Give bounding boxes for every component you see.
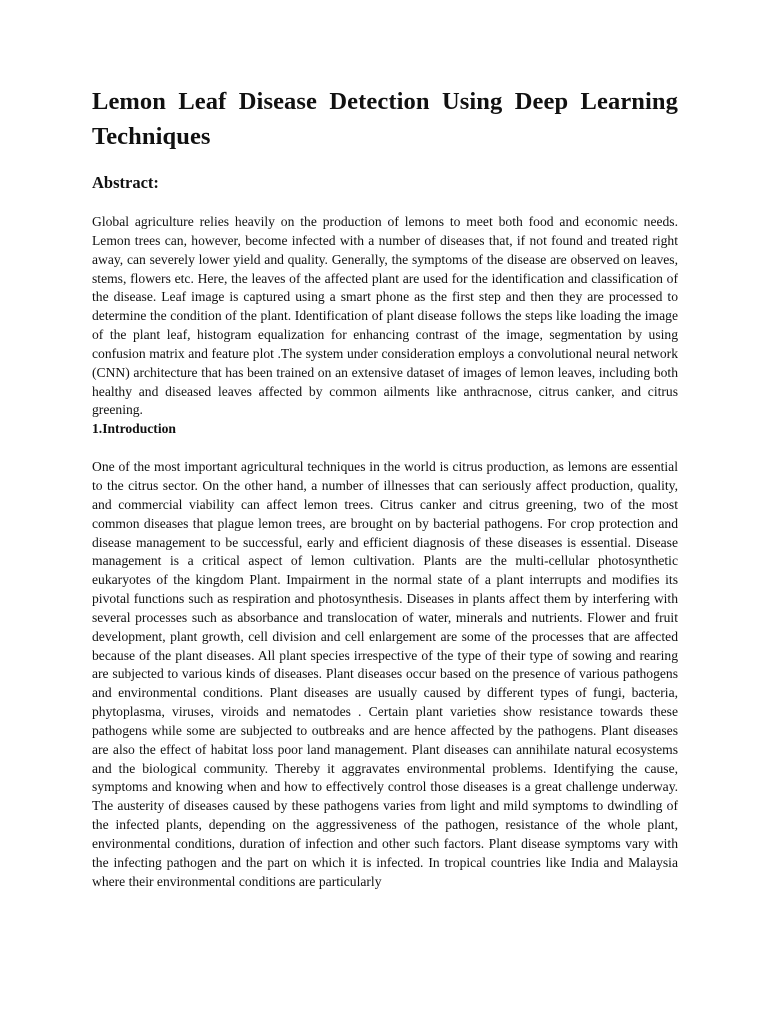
abstract-heading: Abstract:	[92, 173, 159, 192]
introduction-heading: 1.Introduction	[92, 421, 176, 437]
paper-title: Lemon Leaf Disease Detection Using Deep Learning Techniques	[92, 88, 678, 150]
document-page	[92, 84, 678, 892]
abstract-paragraph: Global agriculture relies heavily on the production of lemons to meet both food and economic needs. Lemon trees can, however, become infected with a number of diseases that, if not found and treated right away, can severely lower yield and quality. Generally, the symptoms of the disease are observed on leaves, stems, flowers etc. Here, the leaves of the affected plant are used for the identification and classification of the disease. Leaf image is captured using a smart phone as the first step and then they are processed to determine the condition of the plant. Identification of plant disease follows the steps like loading the image of the plant leaf, histogram equalization for enhancing contrast of the image, segmentation by using confusion matrix and feature plot .The system under consideration employs a convolutional neural network (CNN) architecture that has been trained on an extensive dataset of images of lemon leaves, including both healthy and diseased leaves affected by common ailments like anthracnose, citrus canker, and citrus greening.	[92, 214, 678, 418]
introduction-paragraph: One of the most important agricultural techniques in the world is citrus production, as lemons are essential to the citrus sector. On the other hand, a number of illnesses that can seriously affect production, quality, and commercial viability can affect lemon trees. Citrus canker and citrus greening, two of the most common diseases that plague lemon trees, are brought on by bacterial pathogens. For crop protection and disease management to be successful, early and efficient diagnosis of these diseases is essential. Disease management is a critical aspect of lemon cultivation. Plants are the multi-cellular photosynthetic eukaryotes of the kingdom Plant. Impairment in the normal state of a plant interrupts and modifies its pivotal functions such as respiration and photosynthesis. Diseases in plants affect them by interfering with several processes such as absorbance and translocation of water, minerals and nutrients. Flower and fruit development, plant growth, cell division and cell enlargement are some of the processes that are affected because of the plant diseases. All plant species irrespective of the type of their type of sowing and rearing are subjected to various kinds of diseases. Plant diseases occur based on the presence of various pathogens and environmental conditions. Plant diseases are usually caused by different types of fungi, bacteria, phytoplasma, viruses, viroids and nematodes . Certain plant varieties show resistance towards these pathogens while some are subjected to outbreaks and are hence affected by the pathogens. Plant diseases are also the effect of habitat loss poor land management. Plant diseases can annihilate natural ecosystems and the biological community. Thereby it aggravates environmental problems. Identifying the cause, symptoms and knowing when and how to effectively control those diseases is a great challenge underway. The austerity of diseases caused by these pathogens varies from light and mild symptoms to dwindling of the infected plants, depending on the aggressiveness of the pathogen, resistance of the whole plant, environmental conditions, duration of infection and other such factors. Plant disease symptoms vary with the infecting pathogen and the part on which it is infected. In tropical countries like India and Malaysia where their environmental conditions are particularly	[92, 459, 678, 889]
